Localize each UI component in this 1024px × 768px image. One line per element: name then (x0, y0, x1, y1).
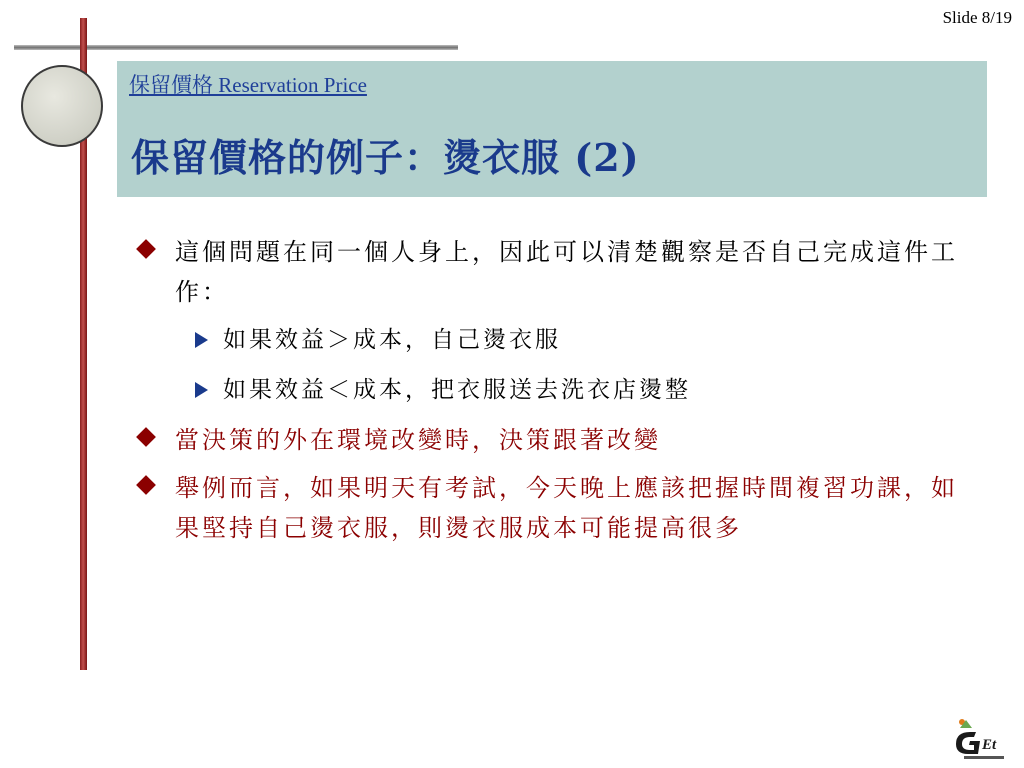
sub-bullet-item (135, 320, 965, 360)
slide-content (135, 232, 965, 556)
bullet-item (135, 420, 965, 460)
sub-bullet-text: 如果效益＜成本，把衣服送去洗衣店燙整 (223, 377, 691, 403)
triangle-bullet-icon (195, 332, 208, 348)
diamond-bullet-icon (136, 239, 156, 259)
bullet-item (135, 232, 965, 312)
bullet-text: 這個問題在同一個人身上，因此可以清楚觀察是否自己完成這件工作： (175, 238, 958, 306)
get-logo-icon (952, 714, 1012, 760)
bullet-item (135, 468, 965, 548)
bullet-text: 當決策的外在環境改變時，決策跟著改變 (175, 426, 661, 454)
slide-number: Slide 8/19 (942, 8, 1012, 27)
triangle-bullet-icon (195, 382, 208, 398)
svg-text:Et: Et (982, 737, 997, 753)
diamond-bullet-icon (136, 475, 156, 495)
diamond-bullet-icon (136, 427, 156, 447)
slide-title: 保留價格的例子：燙衣服 (2) (131, 135, 640, 180)
bullet-text: 舉例而言，如果明天有考試，今天晚上應該把握時間複習功課，如果堅持自己燙衣服，則燙衣服成本可能提高很多 (175, 474, 958, 542)
section-subtitle: 保留價格 Reservation Price (129, 73, 367, 97)
sub-bullet-text: 如果效益＞成本，自己燙衣服 (223, 327, 561, 353)
sub-bullet-item (135, 370, 965, 410)
decorative-circle (21, 65, 103, 147)
title-banner (117, 61, 987, 197)
